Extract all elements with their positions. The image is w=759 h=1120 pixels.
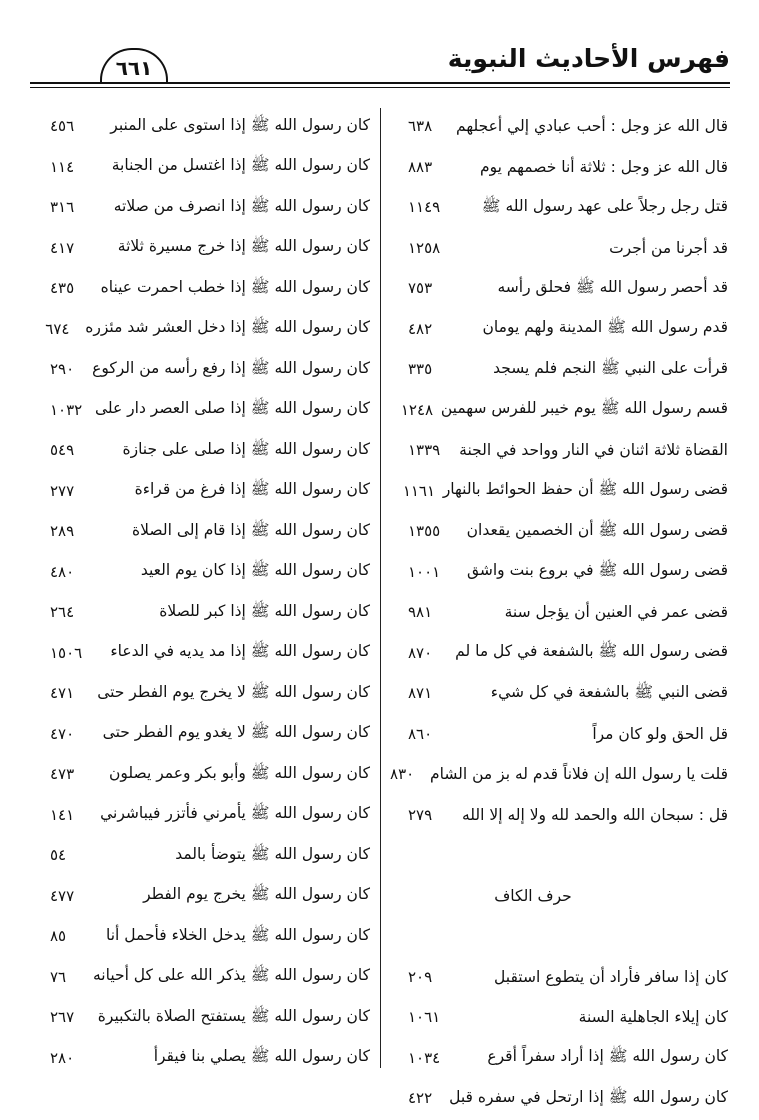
- page-number-badge: ٦٦١: [100, 48, 168, 84]
- entry-text: قضى رسول الله ﷺ أن الخصمين يقعدان: [466, 520, 728, 539]
- index-entry: [400, 390, 728, 431]
- entry-text: كان رسول الله ﷺ إذا ارتحل في سفره قبل: [449, 1087, 728, 1106]
- index-entry: [408, 106, 728, 147]
- index-entry: [50, 268, 370, 309]
- entry-text: قال الله عز وجل : أحب عبادي إلي أعجلهم: [456, 117, 728, 136]
- entry-page-number: ٨٣٠: [390, 765, 415, 784]
- entry-text: كان إذا سافر فأراد أن يتطوع استقبل: [494, 967, 728, 986]
- entry-page-number: ٤٥٦: [50, 117, 75, 136]
- entry-text: كان رسول الله ﷺ وأبو بكر وعمر يصلون: [109, 763, 370, 782]
- entry-page-number: ٤٧٠: [50, 724, 75, 743]
- entry-text: كان رسول الله ﷺ يستفتح الصلاة بالتكبيرة: [97, 1006, 370, 1025]
- index-entry: [50, 106, 370, 147]
- entry-text: قل الحق ولو كان مراً: [592, 724, 728, 743]
- entry-page-number: ٨٧١: [408, 684, 433, 703]
- index-entry: [50, 957, 370, 998]
- entry-text: قرأت على النبي ﷺ النجم فلم يسجد: [493, 358, 728, 377]
- entry-text: كان رسول الله ﷺ إذا استوى على المنبر: [110, 115, 370, 134]
- entry-text: كان رسول الله ﷺ إذا خطب احمرت عيناه: [100, 277, 370, 296]
- entry-page-number: ١٣٥٥: [408, 522, 441, 541]
- entry-text: كان رسول الله ﷺ إذا رفع رأسه من الركوع: [92, 358, 370, 377]
- index-entry: [50, 714, 370, 755]
- index-entry: [408, 1038, 728, 1079]
- entry-text: قضى عمر في العنين أن يؤجل سنة: [504, 603, 728, 622]
- entry-text: كان رسول الله ﷺ يدخل الخلاء فأحمل أنا: [105, 925, 370, 944]
- entry-page-number: ١٢٤٨: [400, 400, 434, 419]
- entry-text: كان رسول الله ﷺ لا يغدو يوم الفطر حتى: [102, 723, 370, 742]
- entry-page-number: ٤٢٢: [408, 1089, 433, 1108]
- entry-page-number: ٤٨٠: [50, 562, 75, 581]
- entry-page-number: ٨٦٠: [408, 724, 433, 743]
- header-rule: [30, 82, 730, 84]
- entry-text: قال الله عز وجل : ثلاثة أنا خصمهم يوم: [480, 157, 728, 176]
- entry-page-number: ٤٧١: [50, 684, 75, 703]
- entry-text: كان رسول الله ﷺ إذا صلى على جنازة: [122, 439, 370, 458]
- index-entry: [402, 471, 728, 512]
- entry-text: قضى رسول الله ﷺ أن حفظ الحوائط بالنهار: [442, 480, 728, 499]
- entry-text: كان رسول الله ﷺ إذا انصرف من صلاته: [113, 196, 370, 215]
- blank-row: [408, 835, 728, 876]
- index-entry: [408, 187, 728, 228]
- entry-page-number: ٢٩٠: [50, 360, 75, 379]
- index-entry: [408, 349, 728, 390]
- entry-page-number: ٥٤٩: [50, 441, 75, 460]
- index-entry: [408, 268, 728, 309]
- entry-text: كان رسول الله ﷺ إذا كان يوم العيد: [140, 561, 370, 580]
- entry-text: كان رسول الله ﷺ إذا دخل العشر شد مئزره: [85, 318, 370, 337]
- entry-text: قتل رجل رجلاً على عهد رسول الله ﷺ: [481, 196, 728, 215]
- index-entry: [50, 552, 370, 593]
- entry-text: قضى رسول الله ﷺ بالشفعة في كل ما لم: [455, 642, 728, 661]
- entry-page-number: ٧٥٣: [408, 279, 433, 298]
- entry-page-number: ٤٧٧: [50, 886, 75, 905]
- entry-page-number: ٢٨٠: [50, 1048, 75, 1067]
- entry-text: كان رسول الله ﷺ إذا اغتسل من الجنابة: [111, 156, 370, 175]
- entry-page-number: ١١٦١: [402, 481, 436, 500]
- index-entry: [50, 1038, 370, 1079]
- entry-text: كان رسول الله ﷺ إذا خرج مسيرة ثلاثة: [117, 237, 370, 256]
- index-entry: [408, 673, 728, 714]
- entry-text: كان إيلاء الجاهلية السنة: [578, 1008, 728, 1027]
- entry-page-number: ٥٤: [50, 846, 67, 865]
- index-entry: [50, 228, 370, 269]
- column-divider: [380, 108, 381, 1068]
- entry-text: كان رسول الله ﷺ إذا قام إلى الصلاة: [132, 520, 370, 539]
- entry-text: كان رسول الله ﷺ يذكر الله على كل أحيانه: [92, 966, 370, 985]
- index-entry: [408, 633, 728, 674]
- entry-page-number: ٢٧٧: [50, 481, 75, 500]
- index-entry: [50, 471, 370, 512]
- page-header: [30, 32, 730, 92]
- entry-page-number: ١٤١: [50, 805, 75, 824]
- index-entry: [50, 997, 370, 1038]
- entry-page-number: ١٠٦١: [408, 1008, 441, 1027]
- section-heading: [408, 876, 728, 917]
- entry-text: كان رسول الله ﷺ يصلي بنا فيقرأ: [153, 1047, 370, 1066]
- entry-page-number: ٢٨٩: [50, 522, 75, 541]
- index-entry: [50, 633, 370, 674]
- blank-row: [408, 916, 728, 957]
- entry-page-number: ١٥٠٦: [50, 643, 83, 662]
- entry-text: كان رسول الله ﷺ يتوضأ بالمد: [175, 844, 370, 863]
- index-entry: [50, 430, 370, 471]
- index-entry: [50, 187, 370, 228]
- entry-page-number: ٤١٧: [50, 238, 75, 257]
- entry-page-number: ٦٣٨: [408, 117, 433, 136]
- entry-text: قل : سبحان الله والحمد لله ولا إله إلا الله: [461, 805, 728, 824]
- index-entry: [50, 916, 370, 957]
- entry-page-number: ٤٧٣: [50, 765, 75, 784]
- entry-text: كان رسول الله ﷺ إذا مد يديه في الدعاء: [110, 642, 370, 661]
- entry-text: كان رسول الله ﷺ إذا كبر للصلاة: [159, 601, 370, 620]
- index-entry: [408, 1078, 728, 1119]
- index-entry: [45, 309, 370, 350]
- entry-page-number: ٩٨١: [408, 603, 433, 622]
- entry-text: قد أجرنا من أجرت: [609, 238, 728, 257]
- entry-text: القضاة ثلاثة اثنان في النار وواحد في الجنة: [459, 441, 728, 460]
- index-entry: [50, 511, 370, 552]
- entry-page-number: ٤٨٢: [408, 319, 433, 338]
- index-entry: [408, 592, 728, 633]
- entry-text: قضى النبي ﷺ بالشفعة في كل شيء: [490, 682, 728, 701]
- index-entry: [50, 349, 370, 390]
- entry-page-number: ١٣٣٩: [408, 441, 441, 460]
- entry-page-number: ٢٦٤: [50, 603, 75, 622]
- entry-page-number: ٨٧٠: [408, 643, 433, 662]
- entry-page-number: ٢٦٧: [50, 1008, 75, 1027]
- index-column-left: [45, 106, 370, 1078]
- index-entry: [408, 714, 728, 755]
- index-entry: [408, 147, 728, 188]
- entry-text: كان رسول الله ﷺ يخرج يوم الفطر: [143, 885, 370, 904]
- entry-page-number: ١١٤: [50, 157, 75, 176]
- index-entry: [408, 228, 728, 269]
- index-entry: [408, 957, 728, 998]
- entry-page-number: ٧٦: [50, 967, 67, 986]
- entry-page-number: ١٠٣٤: [408, 1048, 441, 1067]
- entry-text: قلت يا رسول الله إن فلاناً قدم له بز من الشام: [430, 765, 728, 784]
- index-entry: [390, 754, 728, 795]
- entry-page-number: ٨٨٣: [408, 157, 433, 176]
- entry-page-number: ١٠٣٢: [50, 400, 83, 419]
- entry-page-number: ١٢٥٨: [408, 238, 441, 257]
- entry-text: كان رسول الله ﷺ إذا فرغ من قراءة: [134, 480, 370, 499]
- index-entry: [50, 147, 370, 188]
- entry-text: كان رسول الله ﷺ لا يخرج يوم الفطر حتى: [97, 682, 370, 701]
- index-entry: [50, 795, 370, 836]
- entry-text: قضى رسول الله ﷺ في بروع بنت واشق: [466, 561, 728, 580]
- index-entry: [408, 552, 728, 593]
- entry-text: قد أحصر رسول الله ﷺ فحلق رأسه: [497, 277, 728, 296]
- entry-text: كان رسول الله ﷺ إذا أراد سفراً أقرع: [487, 1047, 728, 1066]
- index-entry: [50, 592, 370, 633]
- index-column-right: [390, 106, 728, 1119]
- index-entry: [408, 309, 728, 350]
- index-entry: [50, 673, 370, 714]
- index-entry: [50, 754, 370, 795]
- index-entry: [408, 511, 728, 552]
- index-entry: [408, 430, 728, 471]
- index-entry: [50, 390, 370, 431]
- entry-text: قسم رسول الله ﷺ يوم خيبر للفرس سهمين: [440, 399, 728, 418]
- entry-text: كان رسول الله ﷺ إذا صلى العصر دار على: [94, 399, 370, 418]
- entry-page-number: ٨٥: [50, 927, 67, 946]
- index-entry: [50, 876, 370, 917]
- entry-page-number: ٢٧٩: [408, 805, 433, 824]
- index-entry: [50, 835, 370, 876]
- entry-page-number: ٣٣٥: [408, 360, 433, 379]
- entry-text: كان رسول الله ﷺ يأمرني فأتزر فيباشرني: [100, 804, 370, 823]
- page-title: فهرس الأحاديث النبوية: [447, 44, 730, 73]
- entry-page-number: ١١٤٩: [408, 198, 441, 217]
- index-entry: [408, 795, 728, 836]
- header-rule-thin: [30, 87, 730, 88]
- entry-page-number: ٢٠٩: [408, 967, 433, 986]
- entry-page-number: ٦٧٤: [45, 319, 70, 338]
- entry-page-number: ١٠٠١: [408, 562, 441, 581]
- entry-page-number: ٣١٦: [50, 198, 75, 217]
- entry-page-number: ٤٣٥: [50, 279, 75, 298]
- section-heading-text: حرف الكاف: [494, 886, 572, 905]
- entry-text: قدم رسول الله ﷺ المدينة ولهم يومان: [482, 318, 728, 337]
- index-entry: [408, 997, 728, 1038]
